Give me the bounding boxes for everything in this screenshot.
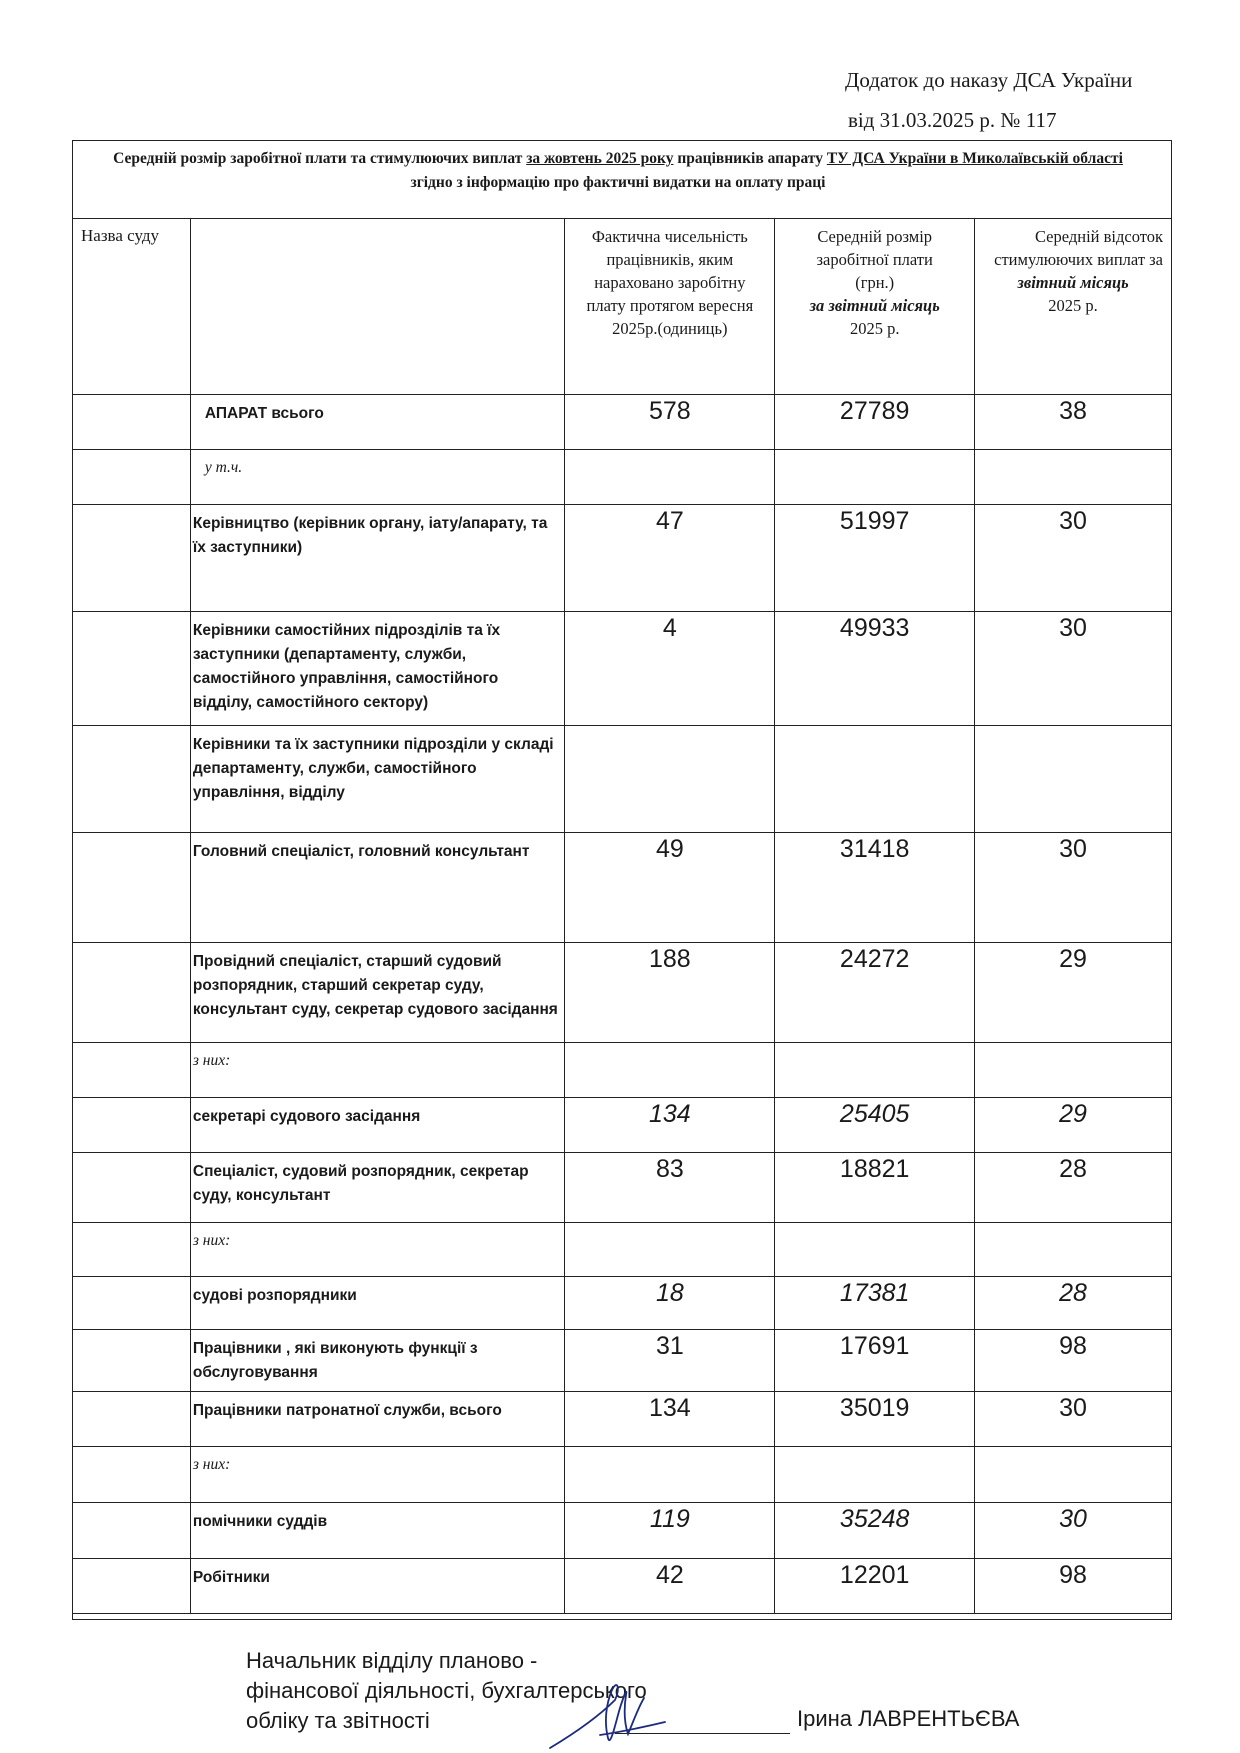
appendix-title: Додаток до наказу ДСА України [845, 68, 1133, 92]
table-row [73, 726, 1172, 833]
row-pct: 30 [975, 833, 1172, 943]
row-name-cell [73, 1043, 191, 1098]
row-label: Працівники патронатної служби, всього [190, 1392, 565, 1447]
bonus-year: 2025 р. [1048, 296, 1098, 315]
row-pct: 98 [975, 1559, 1172, 1614]
row-label: секретарі судового засідання [190, 1098, 565, 1153]
bonus-period: звітний місяць [1017, 273, 1129, 292]
avg-salary-year: 2025 р. [849, 319, 900, 338]
title-organization: ТУ ДСА України в Миколаївській області [826, 150, 1123, 167]
table-row [73, 1392, 1172, 1447]
table-row [73, 1043, 1172, 1098]
col-header-name: Назва суду [73, 219, 191, 395]
table-row [73, 612, 1172, 726]
row-name-cell [73, 1153, 191, 1223]
col-header-bonus [975, 219, 1172, 395]
table-row [73, 1153, 1172, 1223]
row-count: 18 [565, 1277, 775, 1330]
row-name-cell [73, 1447, 191, 1503]
col-header-blank [190, 219, 565, 395]
headcount-header-text: Фактична чисельність працівників, яким нараховано заробітну плату протягом вересня 2025р.(одиниць) [586, 227, 754, 338]
row-count: 47 [565, 505, 775, 612]
row-avg: 35248 [775, 1503, 975, 1559]
row-label: Головний спеціаліст, головний консультант [190, 833, 565, 943]
row-name-cell [73, 450, 191, 505]
row-count: 42 [565, 1559, 775, 1614]
row-name-cell [73, 1503, 191, 1559]
row-label: з них: [190, 1043, 565, 1098]
row-pct: 30 [975, 1392, 1172, 1447]
row-label: Керівники та їх заступники підрозділи у складі департаменту, служби, самостійного управління, відділу [190, 726, 565, 833]
row-label: АПАРАТ всього [190, 395, 565, 450]
row-avg: 31418 [775, 833, 975, 943]
title-text-2: працівників апарату [673, 150, 827, 167]
row-pct: 28 [975, 1153, 1172, 1223]
row-label: Робітники [190, 1559, 565, 1614]
row-count [565, 1223, 775, 1277]
data-grid [72, 218, 1172, 1614]
table-row [73, 1098, 1172, 1153]
row-pct: 29 [975, 943, 1172, 1043]
row-count: 134 [565, 1098, 775, 1153]
table-row [73, 1447, 1172, 1503]
signer-position-line1: Начальник відділу планово - [246, 1648, 538, 1673]
row-pct: 30 [975, 1503, 1172, 1559]
signer-position-line3: обліку та звітності [246, 1708, 430, 1733]
table-header-row [73, 219, 1172, 395]
row-label: помічники суддів [190, 1503, 565, 1559]
row-count: 4 [565, 612, 775, 726]
table-row [73, 1330, 1172, 1392]
row-count: 49 [565, 833, 775, 943]
signer-name: Ірина ЛАВРЕНТЬЄВА [797, 1706, 1020, 1731]
row-count [565, 1043, 775, 1098]
row-label: з них: [190, 1223, 565, 1277]
row-avg [775, 1043, 975, 1098]
signer-position-line2: фінансової діяльності, бухгалтерського [246, 1678, 647, 1703]
salary-table [72, 140, 1172, 1620]
row-pct: 30 [975, 612, 1172, 726]
row-count: 31 [565, 1330, 775, 1392]
row-avg [775, 1447, 975, 1503]
row-avg [775, 450, 975, 505]
row-name-cell [73, 1330, 191, 1392]
row-label: Керівництво (керівник органу, іату/апарату, та їх заступники) [190, 505, 565, 612]
row-label: Працівники , які виконують функції з обслуговування [190, 1330, 565, 1392]
col-header-headcount [565, 219, 775, 395]
row-count: 188 [565, 943, 775, 1043]
row-pct: 38 [975, 395, 1172, 450]
table-row [73, 1223, 1172, 1277]
row-pct [975, 1447, 1172, 1503]
row-avg: 27789 [775, 395, 975, 450]
row-count [565, 450, 775, 505]
row-count: 134 [565, 1392, 775, 1447]
row-pct [975, 726, 1172, 833]
row-name-cell [73, 1277, 191, 1330]
table-row [73, 1559, 1172, 1614]
row-avg: 25405 [775, 1098, 975, 1153]
table-row [73, 833, 1172, 943]
row-name-cell [73, 505, 191, 612]
avg-salary-period: за звітний місяць [809, 296, 940, 315]
row-label: Провідний спеціаліст, старший судовий розпорядник, старший секретар суду, консультант суду, секретар судового засідання [190, 943, 565, 1043]
row-name-cell [73, 1559, 191, 1614]
row-label: з них: [190, 1447, 565, 1503]
row-count [565, 726, 775, 833]
row-count: 578 [565, 395, 775, 450]
row-name-cell [73, 612, 191, 726]
row-count [565, 1447, 775, 1503]
row-pct: 30 [975, 505, 1172, 612]
row-name-cell [73, 726, 191, 833]
row-avg: 35019 [775, 1392, 975, 1447]
row-avg: 49933 [775, 612, 975, 726]
table-title [113, 147, 1123, 195]
row-name-cell [73, 1392, 191, 1447]
title-text-1: Середній розмір заробітної плати та стимулюючих виплат [113, 150, 527, 167]
row-name-cell [73, 1098, 191, 1153]
row-avg: 18821 [775, 1153, 975, 1223]
row-label: Спеціаліст, судовий розпорядник, секретар суду, консультант [190, 1153, 565, 1223]
table-title-cell [73, 141, 1171, 219]
col-header-avg-salary [775, 219, 975, 395]
row-avg: 12201 [775, 1559, 975, 1614]
row-pct [975, 1043, 1172, 1098]
row-name-cell [73, 833, 191, 943]
row-name-cell [73, 943, 191, 1043]
table-row [73, 395, 1172, 450]
row-count: 119 [565, 1503, 775, 1559]
table-row [73, 1503, 1172, 1559]
title-period: за жовтень 2025 року [526, 150, 674, 167]
table-row [73, 943, 1172, 1043]
row-label: у т.ч. [190, 450, 565, 505]
row-avg: 24272 [775, 943, 975, 1043]
row-avg [775, 726, 975, 833]
table-row [73, 450, 1172, 505]
avg-salary-header-text: Середній розмір заробітної плати (грн.) [816, 227, 933, 292]
row-name-cell [73, 395, 191, 450]
row-pct [975, 1223, 1172, 1277]
table-row [73, 505, 1172, 612]
bonus-header-text: Середній відсоток стимулюючих виплат за [994, 227, 1163, 269]
row-pct [975, 450, 1172, 505]
title-text-3: згідно з інформацію про фактичні видатки на оплату праці [410, 174, 826, 191]
handwritten-signature [540, 1660, 680, 1753]
row-count: 83 [565, 1153, 775, 1223]
row-pct: 98 [975, 1330, 1172, 1392]
row-pct: 28 [975, 1277, 1172, 1330]
row-label: Керівники самостійних підрозділів та їх заступники (департаменту, служби, самостійного управління, самостійного відділу, самостійного сектору) [190, 612, 565, 726]
table-row [73, 1277, 1172, 1330]
row-pct: 29 [975, 1098, 1172, 1153]
row-name-cell [73, 1223, 191, 1277]
row-avg [775, 1223, 975, 1277]
row-avg: 51997 [775, 505, 975, 612]
row-label: судові розпорядники [190, 1277, 565, 1330]
row-avg: 17691 [775, 1330, 975, 1392]
row-avg: 17381 [775, 1277, 975, 1330]
order-date: від 31.03.2025 р. № 117 [848, 108, 1057, 132]
